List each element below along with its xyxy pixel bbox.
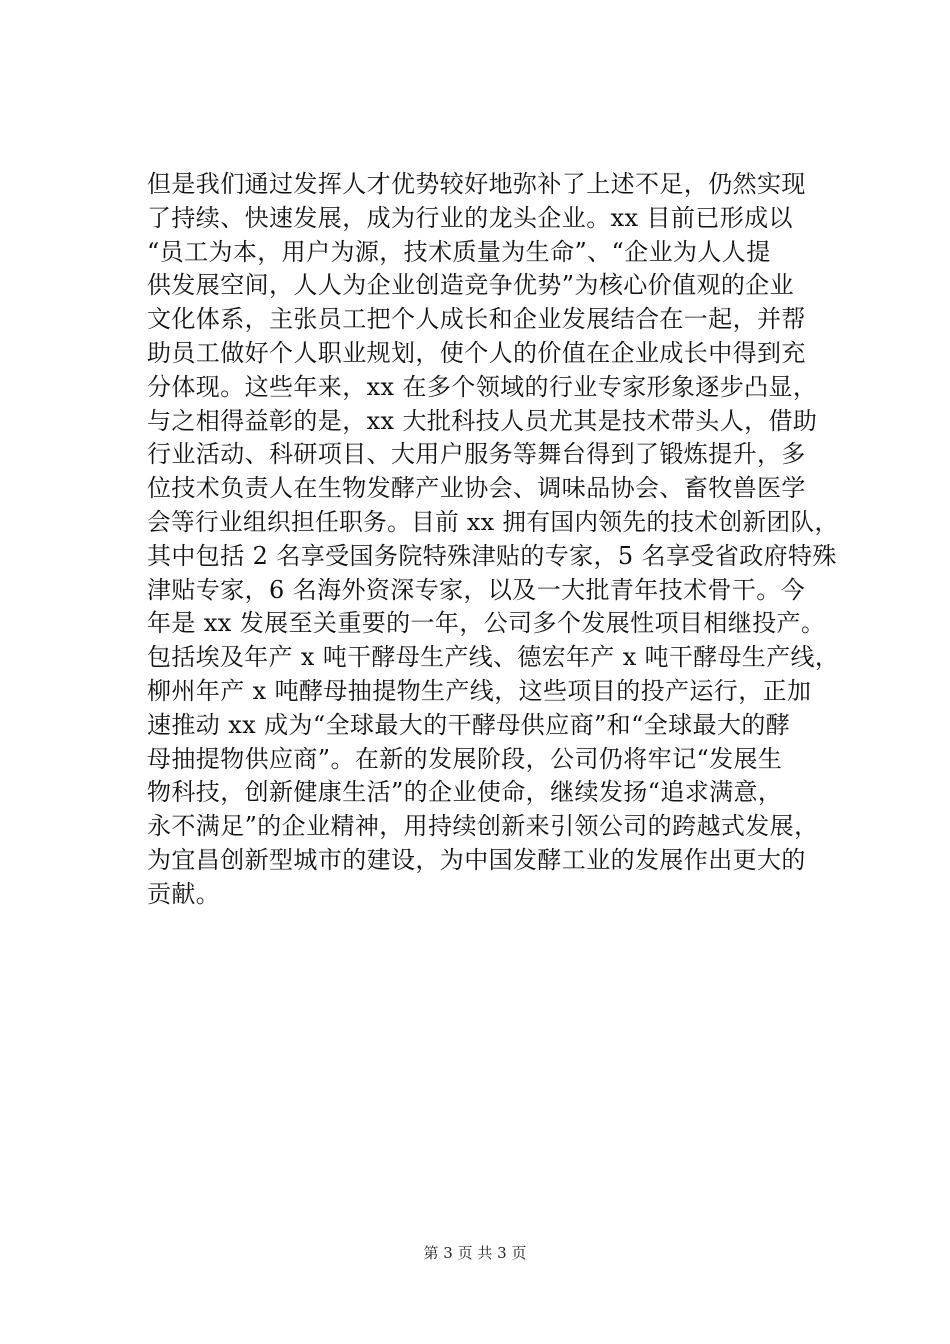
text-line: 贡献。 [147,879,221,908]
text-line: 会等行业组织担任职务。目前 xx 拥有国内领先的技术创新团队， [147,507,839,536]
text-line: 了持续、快速发展，成为行业的龙头企业。xx 目前已形成以 [147,203,793,232]
text-line: 物科技，创新健康生活”的企业使命，继续发扬“追求满意， [147,778,783,807]
text-line: 包括埃及年产 x 吨干酵母生产线、德宏年产 x 吨干酵母生产线， [147,643,840,672]
page-footer: 第 3 页 共 3 页 [423,1244,527,1262]
text-line: 柳州年产 x 吨酵母抽提物生产线，这些项目的投产运行，正加 [147,676,812,705]
text-line: 其中包括 2 名享受国务院特殊津贴的专家，5 名享受省政府特殊 [147,541,837,570]
text-line: 速推动 xx 成为“全球最大的干酵母供应商”和“全球最大的酵 [147,710,791,739]
text-line: 助员工做好个人职业规划，使个人的价值在企业成长中得到充 [147,338,806,367]
text-line: 与之相得益彰的是，xx 大批科技人员尤其是技术带头人，借助 [147,406,818,435]
text-line: 分体现。这些年来，xx 在多个领域的行业专家形象逐步凸显， [147,372,818,401]
text-line: 行业活动、科研项目、大用户服务等舞台得到了锻炼提升，多 [147,440,806,469]
text-line: “员工为本，用户为源，技术质量为生命”、“企业为人人提 [147,237,771,266]
text-line: 供发展空间，人人为企业创造竞争优势”为核心价值观的企业 [147,271,795,300]
text-line: 为宜昌创新型城市的建设，为中国发酵工业的发展作出更大的 [147,845,806,874]
text-line: 但是我们通过发挥人才优势较好地弥补了上述不足，仍然实现 [147,170,806,198]
text-line: 津贴专家，6 名海外资深专家，以及一大批青年技术骨干。今 [147,575,806,604]
text-line: 位技术负责人在生物发酵产业协会、调味品协会、畜牧兽医学 [147,474,806,503]
text-line: 文化体系，主张员工把个人成长和企业发展结合在一起，并帮 [147,305,806,334]
text-line: 母抽提物供应商”。在新的发展阶段，公司仍将牢记“发展生 [147,744,783,773]
text-line: 年是 xx 发展至关重要的一年，公司多个发展性项目相继投产。 [147,609,826,638]
body-paragraph [147,168,840,912]
text-line: 永不满足”的企业精神，用持续创新来引领公司的跨越式发展， [147,812,819,841]
